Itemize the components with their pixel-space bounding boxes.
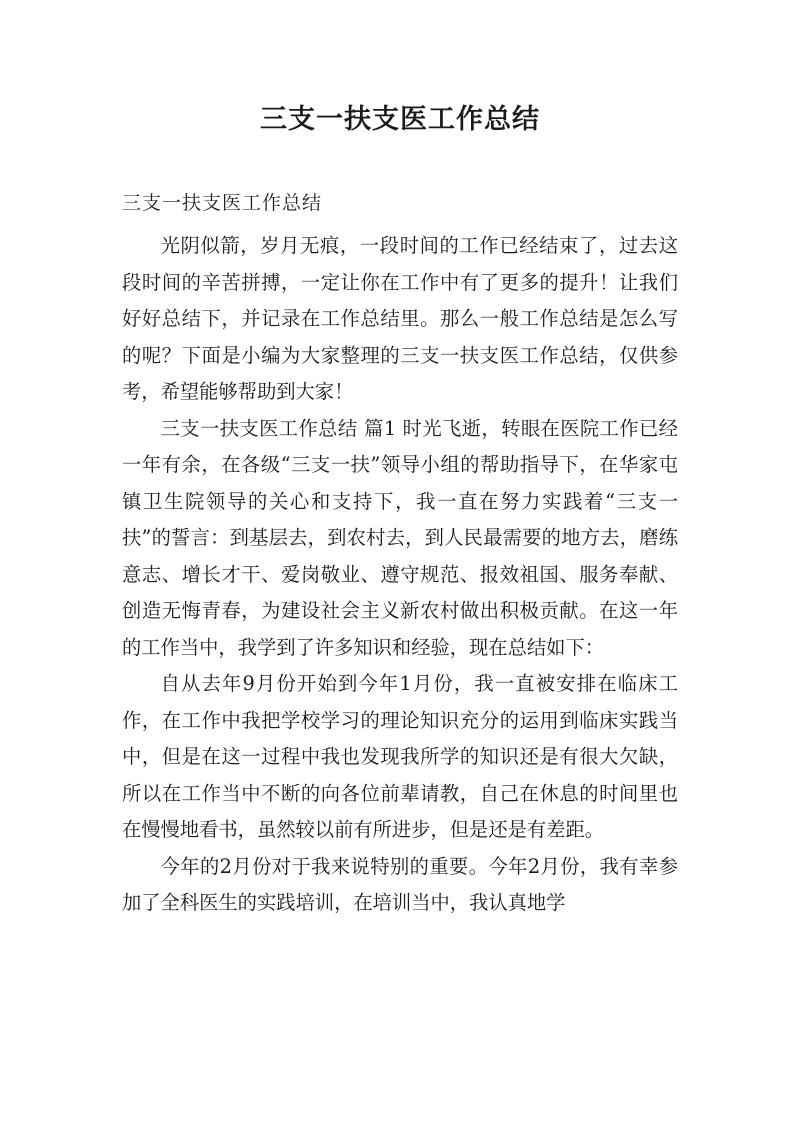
paragraph-training: 今年的2月份对于我来说特别的重要。今年2月份，我有幸参加了全科医生的实践培训，在培训当中，我认真地学 xyxy=(122,854,678,914)
paragraph-intro: 光阴似箭，岁月无痕，一段时间的工作已经结束了，过去这段时间的辛苦拼搏，一定让你在工作中有了更多的提升！让我们好好总结下，并记录在工作总结里。那么一般工作总结是怎么写的呢？下面是小编为大家整理的三支一扶支医工作总结，仅供参考，希望能够帮助到大家！ xyxy=(122,234,678,403)
page-title: 三支一扶支医工作总结 xyxy=(260,104,540,135)
document-body xyxy=(122,228,678,922)
paragraph-clinical-work: 自从去年9月份开始到今年1月份，我一直被安排在临床工作，在工作中我把学校学习的理论知识充分的运用到临床实践当中，但是在这一过程中我也发现我所学的知识还是有很大欠缺，所以在工作当中不断的向各位前辈请教，自己在休息的时间里也在慢慢地看书，虽然较以前有所进步，但是还是有差距。 xyxy=(122,672,678,841)
paragraph-section-1: 三支一扶支医工作总结 篇1 时光飞逝，转眼在医院工作已经一年有余，在各级“三支一扶”领导小组的帮助指导下，在华家屯镇卫生院领导的关心和支持下，我一直在努力实践着“三支一扶”的誓言：到基层去，到农村去，到人民最需要的地方去，磨练意志、增长才干、爱岗敬业、遵守规范、报效祖国、服务奉献、创造无悔青春，为建设社会主义新农村做出积极贡献。在这一年的工作当中，我学到了许多知识和经验，现在总结如下： xyxy=(122,416,678,659)
document-subtitle: 三支一扶支医工作总结 xyxy=(122,192,323,214)
